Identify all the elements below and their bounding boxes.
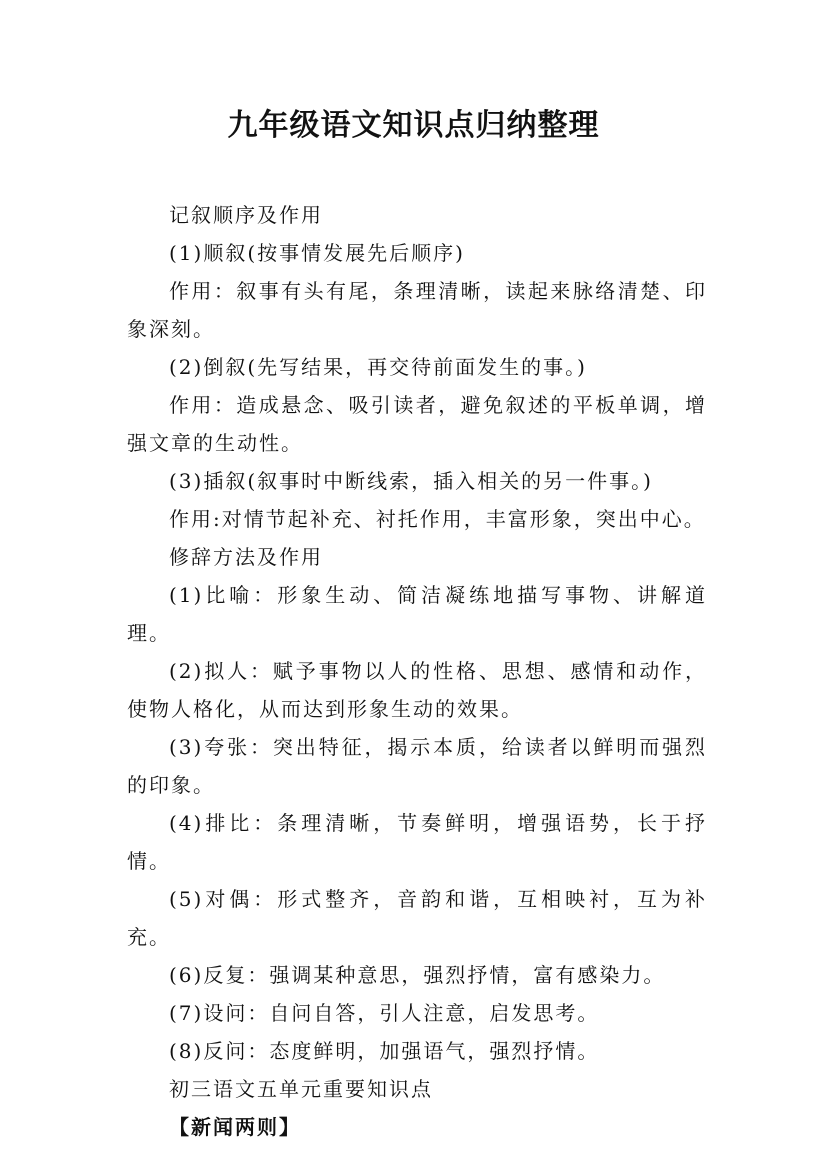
- document-title: 九年级语文知识点归纳整理: [227, 108, 600, 143]
- section-heading-unit-five: 初三语文五单元重要知识点: [169, 1077, 433, 1101]
- paragraph: 作用:对情节起补充、衬托作用，丰富形象，突出中心。: [169, 507, 706, 531]
- paragraph: (2)拟人：赋予事物以人的性格、思想、感情和动作，使物人格化，从而达到形象生动的效果。: [127, 659, 707, 721]
- section-heading-rhetoric: 修辞方法及作用: [169, 545, 323, 569]
- paragraph: (1)比喻：形象生动、简洁凝练地描写事物、讲解道理。: [127, 583, 707, 645]
- paragraph: (4)排比：条理清晰，节奏鲜明，增强语势，长于抒情。: [127, 811, 707, 873]
- paragraph: 作用：叙事有头有尾，条理清晰，读起来脉络清楚、印象深刻。: [127, 279, 707, 341]
- paragraph: (6)反复：强调某种意思，强烈抒情，富有感染力。: [169, 963, 666, 987]
- paragraph: (5)对偶：形式整齐，音韵和谐，互相映衬，互为补充。: [127, 887, 707, 949]
- paragraph: (3)夸张：突出特征，揭示本质，给读者以鲜明而强烈的印象。: [127, 735, 707, 797]
- subheading-news-two: 【新闻两则】: [169, 1115, 301, 1139]
- paragraph: 作用：造成悬念、吸引读者，避免叙述的平板单调，增强文章的生动性。: [127, 393, 707, 455]
- section-heading-narrative-order: 记叙顺序及作用: [169, 203, 323, 227]
- paragraph: (7)设问：自问自答，引人注意，启发思考。: [169, 1001, 600, 1025]
- paragraph: (8)反问：态度鲜明，加强语气，强烈抒情。: [169, 1039, 600, 1063]
- paragraph: (3)插叙(叙事时中断线索，插入相关的另一件事。): [169, 469, 653, 493]
- paragraph: (2)倒叙(先写结果，再交待前面发生的事。): [169, 355, 587, 379]
- paragraph: (1)顺叙(按事情发展先后顺序): [169, 241, 465, 265]
- document-body: [127, 196, 707, 1146]
